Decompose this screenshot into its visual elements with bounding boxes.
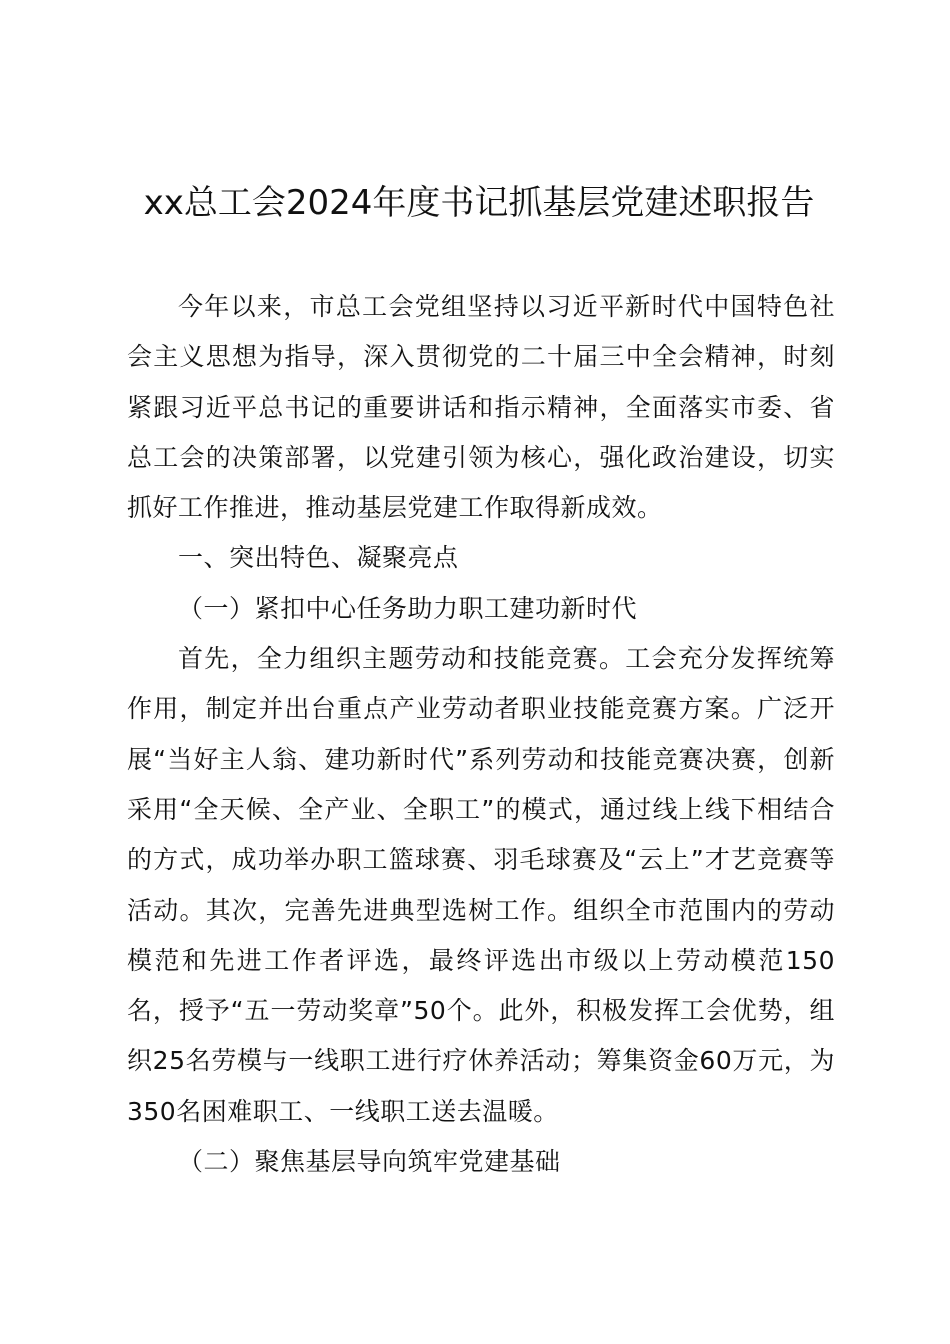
body-paragraph: 首先，全力组织主题劳动和技能竞赛。工会充分发挥统筹作用，制定并出台重点产业劳动者职业技能竞赛方案。广泛开展“当好主人翁、建功新时代”系列劳动和技能竞赛决赛，创新采用“全天候、全产业、全职工”的模式，通过线上线下相结合的方式，成功举办职工篮球赛、羽毛球赛及“云上”才艺竞赛等活动。其次，完善先进典型选树工作。组织全市范围内的劳动模范和先进工作者评选，最终评选出市级以上劳动模范150名，授予“五一劳动奖章”50个。此外，积极发挥工会优势，组织25名劳模与一线职工进行疗休养活动；筹集资金60万元，为350名困难职工、一线职工送去温暖。 — [127, 644, 835, 1126]
intro-paragraph: 今年以来，市总工会党组坚持以习近平新时代中国特色社会主义思想为指导，深入贯彻党的二十届三中全会精神，时刻紧跟习近平总书记的重要讲话和指示精神，全面落实市委、省总工会的决策部署，以党建引领为核心，强化政治建设，切实抓好工作推进，推动基层党建工作取得新成效。 — [127, 292, 835, 523]
subsection-heading-1: （一）紧扣中心任务助力职工建功新时代 — [178, 593, 638, 623]
document-body — [127, 282, 835, 1187]
section-heading-1: 一、突出特色、凝聚亮点 — [178, 543, 459, 573]
subsection-heading-2: （二）聚焦基层导向筑牢党建基础 — [178, 1147, 561, 1177]
document-title: xx总工会2024年度书记抓基层党建述职报告 — [143, 183, 815, 223]
